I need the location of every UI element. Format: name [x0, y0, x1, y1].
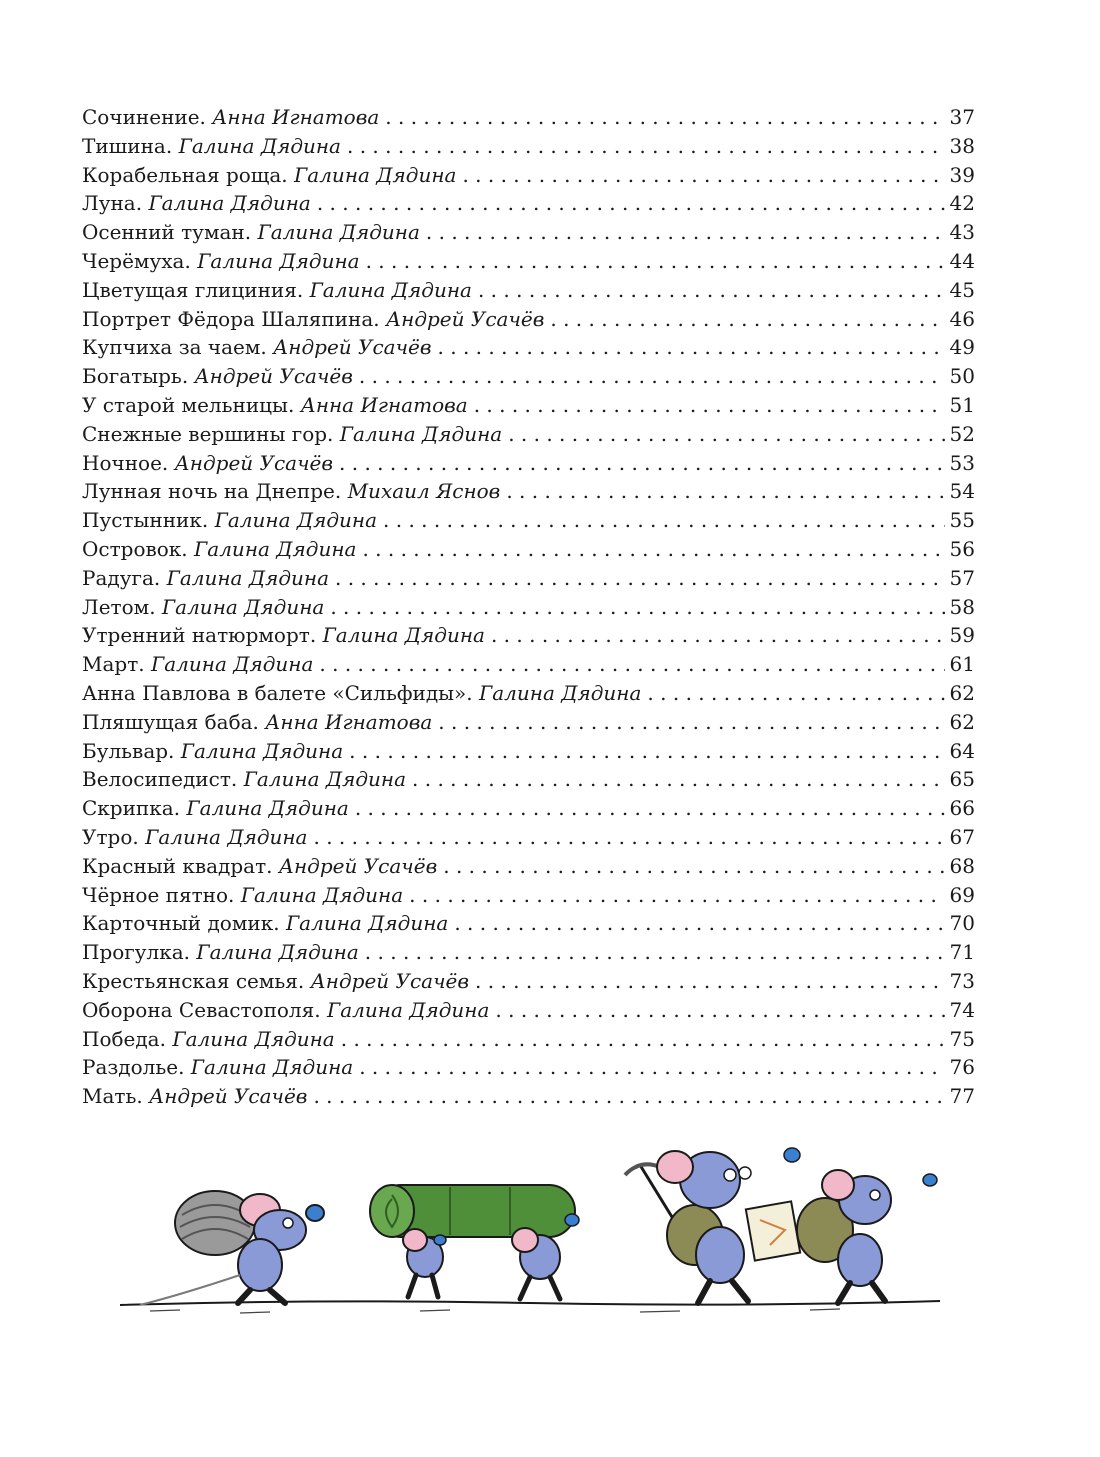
entry-page-number: 53 — [949, 450, 975, 475]
entry-author: Анна Игнатова — [300, 392, 468, 417]
dot-leader — [359, 362, 945, 391]
entry-title: Радуга. — [82, 565, 161, 590]
table-of-contents — [82, 103, 975, 1111]
entry-author: Анна Игнатова — [212, 105, 380, 129]
entry-page-number: 62 — [949, 709, 975, 734]
toc-entry — [82, 1025, 975, 1054]
entry-title: Портрет Фёдора Шаляпина. — [82, 306, 380, 331]
entry-title: Сочинение. — [82, 105, 206, 129]
entry-title: Скрипка. — [82, 796, 181, 821]
dot-leader — [335, 564, 945, 593]
entry-author: Галина Дядина — [322, 623, 485, 648]
entry-page-number: 68 — [949, 853, 975, 878]
toc-entry — [82, 1082, 975, 1111]
entry-title: Ночное. — [82, 450, 169, 475]
entry-title: Анна Павлова в балете «Сильфиды». — [82, 680, 473, 705]
entry-title: Утро. — [82, 824, 139, 849]
dot-leader — [365, 938, 945, 967]
dot-leader — [355, 794, 945, 823]
toc-entry — [82, 593, 975, 622]
entry-author: Галина Дядина — [326, 997, 490, 1022]
entry-page-number: 62 — [949, 680, 975, 705]
entry-title: Утренний натюрморт. — [82, 623, 317, 648]
entry-page-number: 76 — [949, 1055, 975, 1080]
entry-page-number: 54 — [949, 479, 975, 504]
entry-page-number: 64 — [949, 738, 975, 763]
entry-page-number: 50 — [949, 364, 975, 389]
entry-author: Галина Дядина — [309, 277, 472, 302]
toc-entry — [82, 909, 975, 938]
entry-page-number: 75 — [949, 1026, 975, 1051]
toc-entry — [82, 333, 975, 362]
entry-title: Чёрное пятно. — [82, 882, 235, 907]
dot-leader — [319, 650, 945, 679]
entry-author: Анна Игнатова — [265, 709, 433, 734]
entry-title: Велосипедист. — [82, 767, 238, 792]
dot-leader — [550, 305, 945, 334]
entry-page-number: 38 — [949, 133, 975, 158]
entry-author: Галина Дядина — [479, 680, 642, 705]
entry-page-number: 57 — [949, 565, 975, 590]
entry-title: Островок. — [82, 536, 188, 561]
toc-entry — [82, 823, 975, 852]
entry-page-number: 59 — [949, 623, 975, 648]
toc-entry — [82, 103, 975, 132]
entry-title: У старой мельницы. — [82, 392, 295, 417]
entry-page-number: 69 — [949, 882, 975, 907]
toc-entry — [82, 679, 975, 708]
entry-author: Галина Дядина — [285, 911, 449, 936]
entry-title: Корабельная роща. — [82, 162, 288, 187]
dot-leader — [359, 1053, 945, 1082]
toc-entry — [82, 218, 975, 247]
dot-leader — [349, 737, 945, 766]
toc-entry — [82, 564, 975, 593]
toc-entry — [82, 247, 975, 276]
entry-author: Галина Дядина — [243, 767, 407, 792]
entry-page-number: 42 — [949, 191, 975, 216]
toc-entry — [82, 621, 975, 650]
entry-page-number: 43 — [949, 220, 975, 245]
entry-author: Галина Дядина — [194, 536, 357, 561]
entry-title: Бульвар. — [82, 738, 175, 763]
entry-title: Крестьянская семья. — [82, 968, 305, 993]
toc-entry — [82, 391, 975, 420]
entry-page-number: 65 — [949, 767, 975, 792]
dot-leader — [412, 765, 945, 794]
dot-leader — [383, 506, 945, 535]
entry-title: Оборона Севастополя. — [82, 997, 321, 1022]
toc-entry — [82, 362, 975, 391]
toc-entry — [82, 420, 975, 449]
toc-entry — [82, 1053, 975, 1082]
entry-title: Победа. — [82, 1026, 166, 1051]
dot-leader — [478, 276, 945, 305]
entry-title: Мать. — [82, 1084, 143, 1109]
entry-title: Март. — [82, 652, 145, 677]
toc-entry — [82, 449, 975, 478]
entry-page-number: 61 — [949, 652, 975, 677]
dot-leader — [313, 1082, 945, 1111]
entry-page-number: 74 — [949, 997, 975, 1022]
dot-leader — [506, 477, 945, 506]
toc-entry — [82, 765, 975, 794]
entry-page-number: 70 — [949, 911, 975, 936]
dot-leader — [339, 449, 945, 478]
entry-title: Летом. — [82, 594, 156, 619]
entry-title: Лунная ночь на Днепре. — [82, 479, 342, 504]
entry-author: Галина Дядина — [190, 1055, 354, 1080]
toc-entry — [82, 650, 975, 679]
dot-leader — [454, 909, 945, 938]
entry-author: Андрей Усачёв — [149, 1084, 308, 1109]
entry-author: Андрей Усачёв — [194, 364, 353, 389]
toc-entry — [82, 967, 975, 996]
dot-leader — [474, 391, 945, 420]
dot-leader — [426, 218, 945, 247]
entry-title: Богатырь. — [82, 364, 189, 389]
dot-leader — [495, 996, 945, 1025]
entry-author: Андрей Усачёв — [278, 853, 438, 878]
entry-page-number: 39 — [949, 162, 975, 187]
entry-title: Раздолье. — [82, 1055, 185, 1080]
toc-entry — [82, 794, 975, 823]
toc-entry — [82, 852, 975, 881]
toc-entry — [82, 737, 975, 766]
dot-leader — [313, 823, 945, 852]
entry-page-number: 52 — [949, 421, 975, 446]
entry-title: Пляшущая баба. — [82, 709, 259, 734]
entry-page-number: 45 — [949, 277, 975, 302]
entry-title: Луна. — [82, 191, 143, 216]
entry-page-number: 67 — [949, 824, 975, 849]
dot-leader — [462, 161, 945, 190]
dot-leader — [362, 535, 945, 564]
entry-page-number: 58 — [949, 594, 975, 619]
entry-page-number: 44 — [949, 248, 975, 273]
toc-entry — [82, 996, 975, 1025]
entry-author: Андрей Усачёв — [310, 968, 470, 993]
entry-page-number: 51 — [949, 392, 975, 417]
toc-entry — [82, 535, 975, 564]
hiking-mice-illustration — [120, 1145, 940, 1320]
entry-title: Карточный домик. — [82, 911, 280, 936]
toc-entry — [82, 708, 975, 737]
toc-entry — [82, 477, 975, 506]
entry-page-number: 55 — [949, 508, 975, 533]
mouse-with-map — [625, 1148, 800, 1303]
entry-title: Прогулка. — [82, 940, 191, 965]
entry-page-number: 49 — [949, 335, 975, 360]
entry-author: Галина Дядина — [294, 162, 457, 187]
dot-leader — [409, 881, 945, 910]
mouse-with-backpack — [797, 1170, 937, 1303]
entry-author: Галина Дядина — [196, 940, 359, 965]
entry-page-number: 46 — [949, 306, 975, 331]
entry-author: Галина Дядина — [166, 565, 329, 590]
entry-page-number: 71 — [949, 940, 975, 965]
entry-author: Галина Дядина — [148, 191, 311, 216]
entry-title: Купчиха за чаем. — [82, 335, 267, 360]
dot-leader — [366, 247, 945, 276]
entry-title: Пустынник. — [82, 508, 209, 533]
dot-leader — [330, 593, 945, 622]
bedroll-with-mice — [370, 1185, 579, 1299]
entry-title: Снежные вершины гор. — [82, 421, 334, 446]
entry-author: Галина Дядина — [151, 652, 314, 677]
entry-title: Тишина. — [82, 133, 173, 158]
dot-leader — [475, 967, 945, 996]
dot-leader — [443, 852, 945, 881]
entry-page-number: 66 — [949, 796, 975, 821]
toc-entry — [82, 132, 975, 161]
entry-author: Галина Дядина — [214, 508, 378, 533]
dot-leader — [385, 103, 945, 132]
entry-page-number: 37 — [949, 105, 975, 129]
dot-leader — [508, 420, 945, 449]
entry-author: Галина Дядина — [178, 133, 341, 158]
dot-leader — [438, 333, 945, 362]
dot-leader — [438, 708, 945, 737]
toc-entry — [82, 161, 975, 190]
entry-author: Галина Дядина — [240, 882, 404, 907]
toc-entry — [82, 305, 975, 334]
entry-page-number: 77 — [949, 1084, 975, 1109]
toc-entry — [82, 881, 975, 910]
entry-author: Галина Дядина — [186, 796, 349, 821]
toc-entry — [82, 189, 975, 218]
entry-page-number: 56 — [949, 536, 975, 561]
dot-leader — [647, 679, 945, 708]
entry-author: Андрей Усачёв — [174, 450, 334, 475]
entry-author: Андрей Усачёв — [273, 335, 432, 360]
entry-page-number: 73 — [949, 968, 975, 993]
entry-author: Галина Дядина — [145, 824, 308, 849]
dot-leader — [491, 621, 945, 650]
entry-author: Галина Дядина — [257, 220, 420, 245]
dot-leader — [347, 132, 945, 161]
dot-leader — [317, 189, 945, 218]
toc-entry — [82, 276, 975, 305]
entry-author: Галина Дядина — [339, 421, 503, 446]
entry-title: Черёмуха. — [82, 248, 191, 273]
entry-author: Галина Дядина — [161, 594, 325, 619]
entry-author: Галина Дядина — [172, 1026, 335, 1051]
dot-leader — [341, 1025, 945, 1054]
toc-entry — [82, 938, 975, 967]
entry-author: Галина Дядина — [197, 248, 360, 273]
entry-author: Галина Дядина — [180, 738, 344, 763]
entry-title: Осенний туман. — [82, 220, 252, 245]
mouse-with-rope — [140, 1191, 324, 1305]
entry-author: Михаил Яснов — [347, 479, 501, 504]
entry-title: Красный квадрат. — [82, 853, 273, 878]
entry-title: Цветущая глициния. — [82, 277, 304, 302]
toc-entry — [82, 506, 975, 535]
entry-author: Андрей Усачёв — [386, 306, 545, 331]
